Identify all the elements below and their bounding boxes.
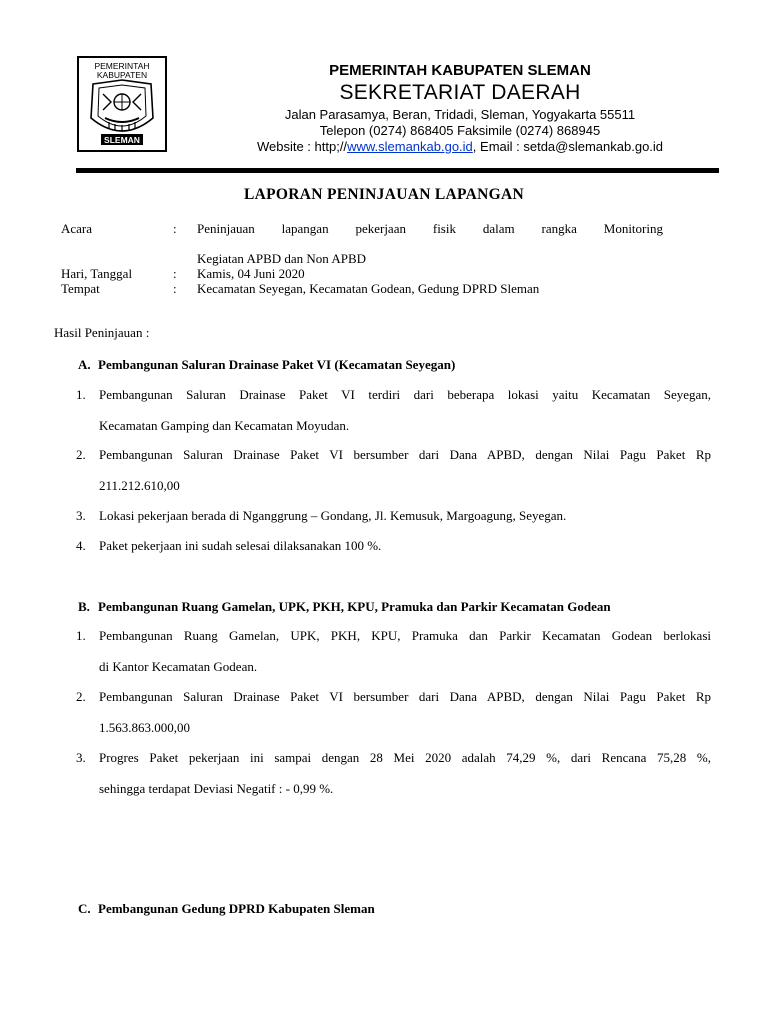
tempat-value: Kecamatan Seyegan, Kecamatan Godean, Gedung DPRD Sleman [197, 281, 540, 296]
hari-value: Kamis, 04 Juni 2020 [197, 266, 305, 281]
letterhead-divider [76, 168, 719, 173]
logo-text-top: PEMERINTAH [94, 61, 150, 71]
email-text: , Email : setda@slemankab.go.id [472, 139, 664, 154]
colon: : [173, 281, 177, 296]
item-number: 2. [76, 689, 86, 704]
section-title: Pembangunan Ruang Gamelan, UPK, PKH, KPU, Pramuka dan Parkir Kecamatan Godean [98, 599, 611, 614]
acara-value-line2: Kegiatan APBD dan Non APBD [197, 251, 366, 266]
item-number: 3. [76, 750, 86, 765]
section-title: Pembangunan Gedung DPRD Kabupaten Sleman [98, 901, 375, 916]
section-letter: B. [78, 599, 90, 614]
item-text: Pembangunan Saluran Drainase Paket VI bersumber dari Dana APBD, dengan Nilai Pagu Paket Rp [99, 689, 711, 704]
item-text: Lokasi pekerjaan berada di Nganggrung – Gondang, Jl. Kemusuk, Margoagung, Seyegan. [99, 508, 567, 523]
item-text: Progres Paket pekerjaan ini sampai dengan 28 Mei 2020 adalah 74,29 %, dari Rencana 75,28 %, [99, 750, 711, 765]
section-a-heading [78, 357, 455, 373]
section-c-heading [78, 901, 375, 917]
item-text: Pembangunan Saluran Drainase Paket VI bersumber dari Dana APBD, dengan Nilai Pagu Paket Rp [99, 447, 711, 462]
letterhead-secretariat: SEKRETARIAT DAERAH [339, 81, 581, 104]
item-number: 1. [76, 628, 86, 643]
item-number: 4. [76, 538, 86, 553]
item-text: Pembangunan Ruang Gamelan, UPK, PKH, KPU, Pramuka dan Parkir Kecamatan Godean berlokasi [99, 628, 711, 643]
letterhead-address: Jalan Parasamya, Beran, Tridadi, Sleman, Yogyakarta 55511 [284, 107, 636, 122]
item-text: Pembangunan Saluran Drainase Paket VI terdiri dari beberapa lokasi yaitu Kecamatan Seyegan, [99, 387, 711, 402]
acara-label: Acara [61, 221, 93, 236]
colon: : [173, 221, 177, 236]
letterhead-phone: Telepon (0274) 868405 Faksimile (0274) 868945 [319, 123, 601, 138]
item-number: 2. [76, 447, 86, 462]
item-text: 211.212.610,00 [99, 478, 180, 493]
letterhead-government: PEMERINTAH KABUPATEN SLEMAN [329, 62, 591, 79]
section-title: Pembangunan Saluran Drainase Paket VI (Kecamatan Seyegan) [98, 357, 456, 372]
logo-text-top-2: KABUPATEN [96, 70, 148, 80]
section-letter: A. [78, 357, 91, 372]
colon: : [173, 266, 177, 281]
sleman-regency-emblem [77, 56, 167, 152]
website-link[interactable]: www.slemankab.go.id [347, 139, 473, 154]
section-b-heading [78, 599, 611, 615]
report-title: LAPORAN PENINJAUAN LAPANGAN [244, 186, 524, 203]
hari-label: Hari, Tanggal [61, 266, 133, 281]
item-text: di Kantor Kecamatan Godean. [99, 659, 258, 674]
item-text: 1.563.863.000,00 [99, 720, 190, 735]
item-text: Kecamatan Gamping dan Kecamatan Moyudan. [99, 418, 350, 433]
acara-value-line1: Peninjauan lapangan pekerjaan fisik dalam rangka Monitoring [197, 221, 663, 236]
item-text: Paket pekerjaan ini sudah selesai dilaksanakan 100 %. [99, 538, 382, 553]
tempat-label: Tempat [61, 281, 100, 296]
website-label: Website : http;// [256, 139, 348, 154]
hasil-heading: Hasil Peninjauan : [54, 325, 150, 340]
item-number: 3. [76, 508, 86, 523]
item-number: 1. [76, 387, 86, 402]
letterhead-contact [200, 139, 720, 154]
section-letter: C. [78, 901, 91, 916]
item-text: sehingga terdapat Deviasi Negatif : - 0,99 %. [99, 781, 334, 796]
logo-text-bottom: SLEMAN [104, 135, 140, 145]
